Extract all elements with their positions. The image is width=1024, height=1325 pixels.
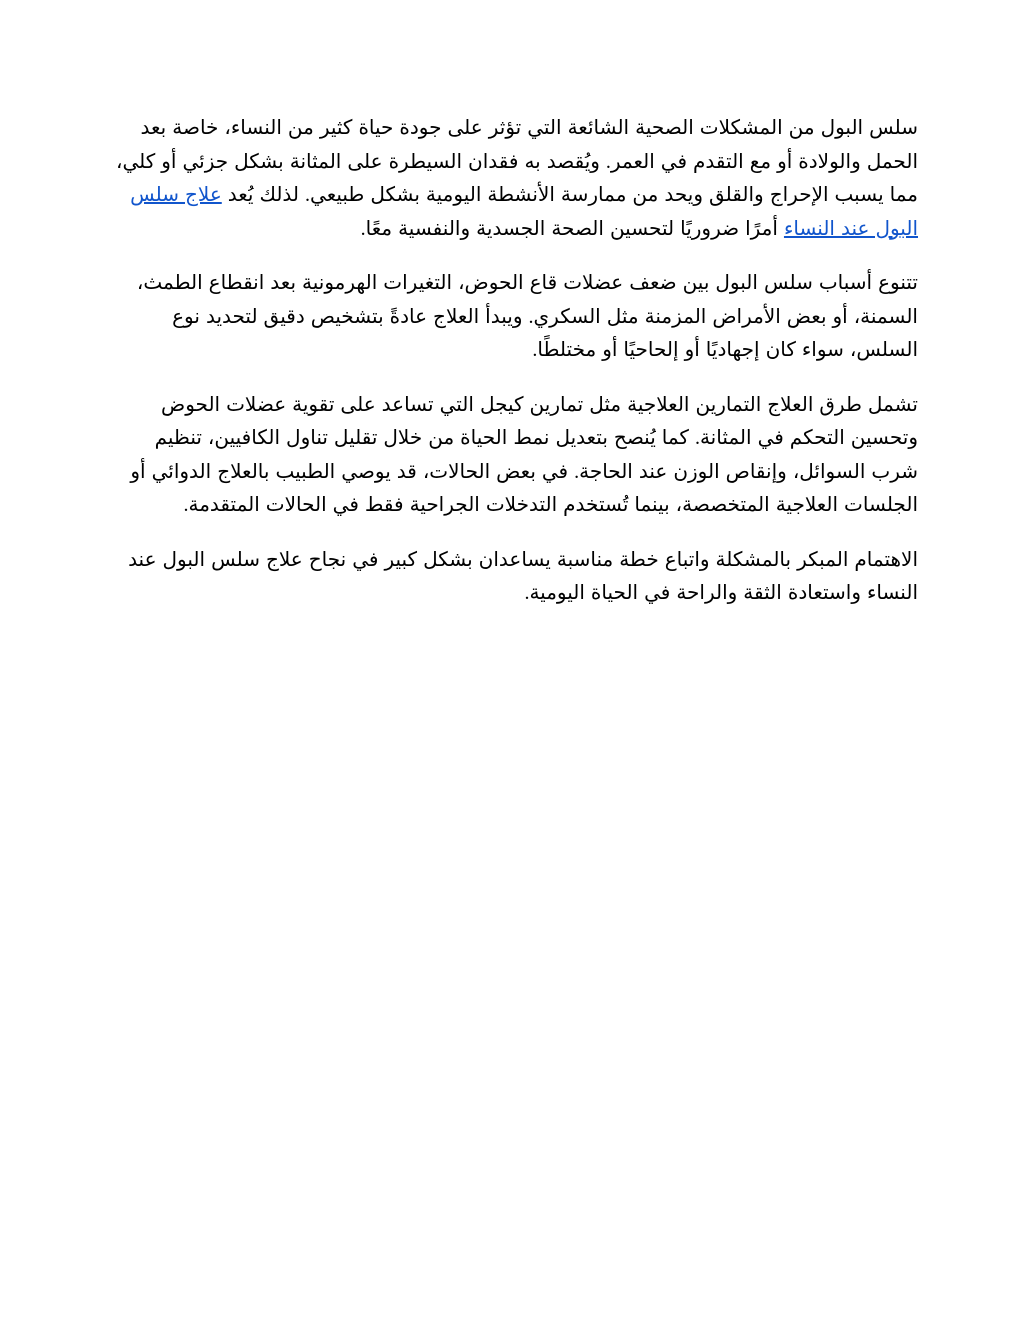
paragraph-intro-text-before-link: سلس البول من المشكلات الصحية الشائعة التي تؤثر على جودة حياة كثير من النساء، خاصة بعد الحمل والولادة أو مع التقدم في العمر. ويُقصد به فقدان السيطرة على المثانة بشكل جزئي أو كلي، مما يسبب الإحراج والقلق ويحد من ممارسة الأنشطة اليومية بشكل طبيعي. لذلك يُعد xyxy=(116,117,918,206)
treatment-link[interactable]: علاج سلس البول عند النساء xyxy=(130,184,918,240)
paragraph-causes: تتنوع أسباب سلس البول بين ضعف عضلات قاع الحوض، التغيرات الهرمونية بعد انقطاع الطمث، السمنة، أو بعض الأمراض المزمنة مثل السكري. ويبدأ العلاج عادةً بتشخيص دقيق لتحديد نوع السلس، سواء كان إجهاديًا أو إلحاحيًا أو مختلطًا. xyxy=(136,272,918,361)
paragraph-treatment-methods: تشمل طرق العلاج التمارين العلاجية مثل تمارين كيجل التي تساعد على تقوية عضلات الحوض وتحسين التحكم في المثانة. كما يُنصح بتعديل نمط الحياة من خلال تقليل تناول الكافيين، تنظيم شرب السوائل، وإنقاص الوزن عند الحاجة. في بعض الحالات، قد يوصي الطبيب بالعلاج الدوائي أو الجلسات العلاجية المتخصصة، بينما تُستخدم التدخلات الجراحية فقط في الحالات المتقدمة. xyxy=(130,393,918,516)
paragraph-conclusion: الاهتمام المبكر بالمشكلة واتباع خطة مناسبة يساعدان بشكل كبير في نجاح علاج سلس البول عند النساء واستعادة الثقة والراحة في الحياة اليومية. xyxy=(128,548,918,604)
paragraph-intro xyxy=(106,112,918,246)
paragraph-intro-text-after-link: أمرًا ضروريًا لتحسين الصحة الجسدية والنفسية معًا. xyxy=(360,217,784,240)
